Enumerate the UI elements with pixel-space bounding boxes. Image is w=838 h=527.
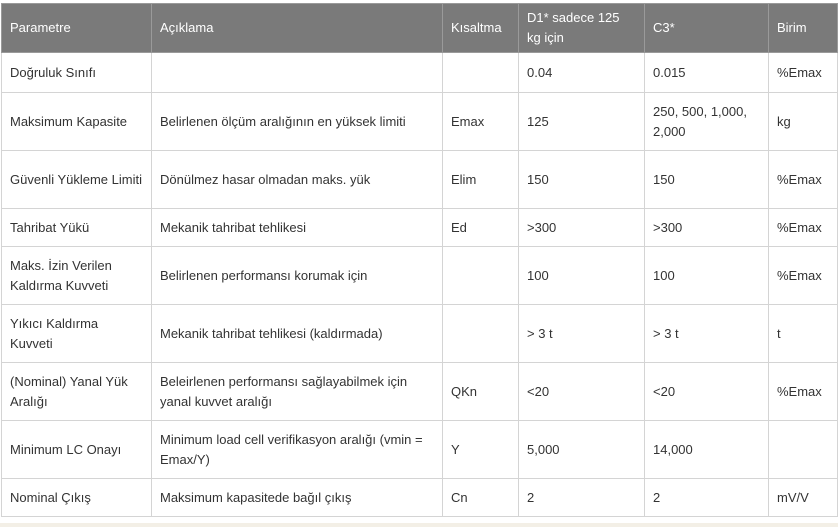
header-d1: D1* sadece 125 kg için [519, 4, 645, 53]
cell-parametre: Tahribat Yükü [2, 209, 152, 247]
cell-c3: 14,000 [645, 421, 769, 479]
cell-aciklama: Maksimum kapasitede bağıl çıkış [152, 479, 443, 517]
cell-birim: %Emax [769, 363, 838, 421]
table-row [2, 363, 838, 421]
cell-birim: %Emax [769, 209, 838, 247]
cell-aciklama [152, 53, 443, 93]
cell-parametre: Yıkıcı Kaldırma Kuvveti [2, 305, 152, 363]
header-parametre: Parametre [2, 4, 152, 53]
cell-birim: %Emax [769, 151, 838, 209]
cell-d1: > 3 t [519, 305, 645, 363]
cell-d1: <20 [519, 363, 645, 421]
cell-birim: %Emax [769, 53, 838, 93]
cell-aciklama: Mekanik tahribat tehlikesi [152, 209, 443, 247]
cell-d1: 5,000 [519, 421, 645, 479]
cell-aciklama: Dönülmez hasar olmadan maks. yük [152, 151, 443, 209]
cell-kisaltma [443, 53, 519, 93]
cell-c3: 2 [645, 479, 769, 517]
cell-aciklama: Belirlenen performansı korumak için [152, 247, 443, 305]
cell-parametre: (Nominal) Yanal Yük Aralığı [2, 363, 152, 421]
cell-aciklama: Beleirlenen performansı sağlayabilmek için yanal kuvvet aralığı [152, 363, 443, 421]
table-row [2, 151, 838, 209]
page [0, 3, 838, 527]
cell-parametre: Maksimum Kapasite [2, 93, 152, 151]
cell-d1: 2 [519, 479, 645, 517]
table-row [2, 247, 838, 305]
cell-parametre: Güvenli Yükleme Limiti [2, 151, 152, 209]
cell-d1: 125 [519, 93, 645, 151]
cell-d1: 0.04 [519, 53, 645, 93]
header-birim: Birim [769, 4, 838, 53]
cell-c3: 0.015 [645, 53, 769, 93]
header-kisaltma: Kısaltma [443, 4, 519, 53]
cell-kisaltma: Elim [443, 151, 519, 209]
cell-c3: >300 [645, 209, 769, 247]
cell-parametre: Doğruluk Sınıfı [2, 53, 152, 93]
cell-d1: 100 [519, 247, 645, 305]
cell-parametre: Minimum LC Onayı [2, 421, 152, 479]
cell-c3: 100 [645, 247, 769, 305]
table-row [2, 53, 838, 93]
table-row [2, 93, 838, 151]
cell-kisaltma: Ed [443, 209, 519, 247]
cell-c3: > 3 t [645, 305, 769, 363]
cell-birim: t [769, 305, 838, 363]
table-row [2, 421, 838, 479]
table-row [2, 479, 838, 517]
cell-birim: mV/V [769, 479, 838, 517]
header-aciklama: Açıklama [152, 4, 443, 53]
cell-aciklama: Mekanik tahribat tehlikesi (kaldırmada) [152, 305, 443, 363]
cell-aciklama: Minimum load cell verifikasyon aralığı (vmin = Emax/Y) [152, 421, 443, 479]
cell-parametre: Maks. İzin Verilen Kaldırma Kuvveti [2, 247, 152, 305]
cell-c3: 250, 500, 1,000, 2,000 [645, 93, 769, 151]
cell-c3: 150 [645, 151, 769, 209]
table-row [2, 305, 838, 363]
table-row [2, 209, 838, 247]
cell-d1: 150 [519, 151, 645, 209]
cell-kisaltma: Y [443, 421, 519, 479]
cell-birim [769, 421, 838, 479]
table-header-row [2, 4, 838, 53]
cell-kisaltma: Cn [443, 479, 519, 517]
cell-kisaltma: QKn [443, 363, 519, 421]
cell-aciklama: Belirlenen ölçüm aralığının en yüksek limiti [152, 93, 443, 151]
cell-kisaltma: Emax [443, 93, 519, 151]
cell-kisaltma [443, 305, 519, 363]
cell-c3: <20 [645, 363, 769, 421]
cell-birim: %Emax [769, 247, 838, 305]
specifications-table [1, 3, 838, 517]
cell-parametre: Nominal Çıkış [2, 479, 152, 517]
cell-d1: >300 [519, 209, 645, 247]
header-c3: C3* [645, 4, 769, 53]
cell-birim: kg [769, 93, 838, 151]
cell-kisaltma [443, 247, 519, 305]
